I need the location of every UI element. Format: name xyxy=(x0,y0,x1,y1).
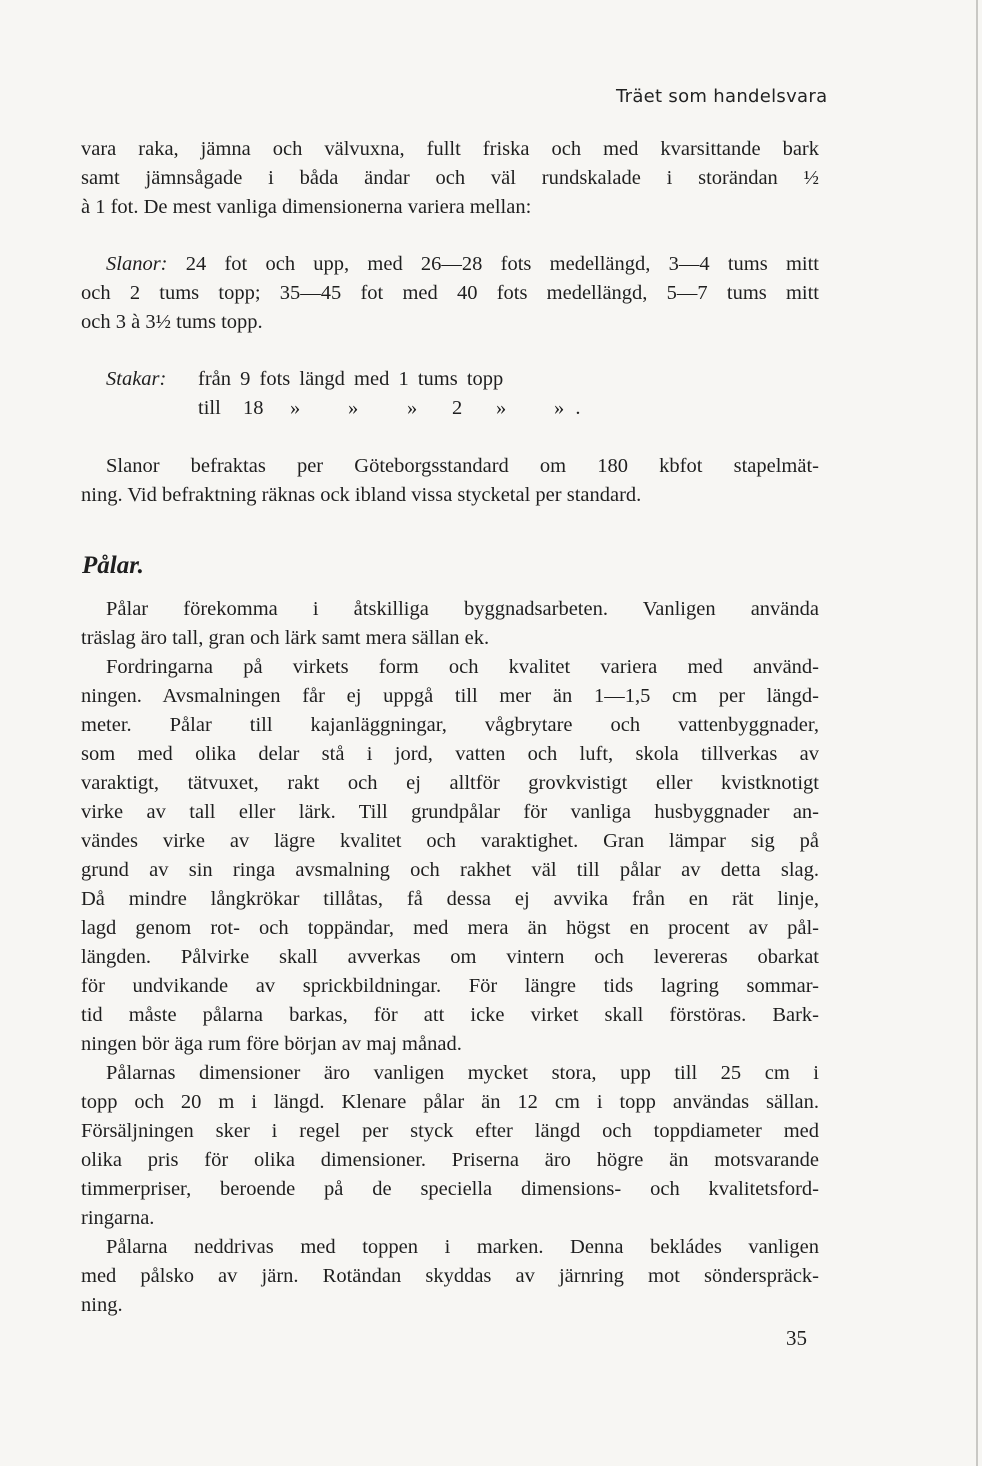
ditto-mark: » . xyxy=(554,397,581,419)
text-line: timmerpriser, beroende på de speciella dimensions- och kvalitetsford- xyxy=(81,1178,819,1200)
text-line: och 2 tums topp; 35—45 fot med 40 fots medellängd, 5—7 tums mitt xyxy=(81,282,819,304)
text-line: meter. Pålar till kajanläggningar, vågbrytare och vattenbyggnader, xyxy=(81,714,819,736)
stakar-cell: 2 xyxy=(452,397,463,419)
text-line: ning. xyxy=(81,1294,123,1316)
text-line: olika pris för olika dimensioner. Priserna äro högre än motsvarande xyxy=(81,1149,819,1171)
text-line: Pålarnas dimensioner äro vanligen mycket stora, upp till 25 cm i xyxy=(106,1062,819,1084)
ditto-mark: » xyxy=(348,397,359,419)
text-line: vändes virke av lägre kvalitet och varaktighet. Gran lämpar sig på xyxy=(81,830,819,852)
slanor-line xyxy=(106,252,819,276)
section-heading: Pålar. xyxy=(82,552,144,579)
text-line: för undvikande av sprickbildningar. För längre tids lagring sommar- xyxy=(81,975,819,997)
text-line: Slanor befraktas per Göteborgsstandard om 180 kbfot stapelmät- xyxy=(106,455,819,477)
stakar-label: Stakar: xyxy=(106,368,167,390)
text-line: topp och 20 m i längd. Klenare pålar än 12 cm i topp användas sällan. xyxy=(81,1091,819,1113)
text-line: längden. Pålvirke skall avverkas om vintern och levereras obarkat xyxy=(81,946,819,968)
text-line: Fordringarna på virkets form och kvalitet variera med använd- xyxy=(106,656,819,678)
text-line: ningen bör äga rum före början av maj månad. xyxy=(81,1033,462,1055)
stakar-cell: 18 xyxy=(243,397,264,419)
text-line: Pålar förekomma i åtskilliga byggnadsarbeten. Vanligen använda xyxy=(106,598,819,620)
ditto-mark: » xyxy=(407,397,418,419)
text-line: som med olika delar stå i jord, vatten och luft, skola tillverkas av xyxy=(81,743,819,765)
text-line: och 3 à 3½ tums topp. xyxy=(81,311,263,333)
slanor-text: 24 fot och upp, med 26—28 fots medellängd, 3—4 tums mitt xyxy=(185,253,819,275)
text-line: Då mindre långkrökar tillåtas, få dessa ej avvika från en rät linje, xyxy=(81,888,819,910)
ditto-mark: » xyxy=(290,397,301,419)
text-line: samt jämnsågade i båda ändar och väl rundskalade i storändan ½ xyxy=(81,167,819,189)
stakar-cell: till xyxy=(198,397,221,419)
text-line: Försäljningen sker i regel per styck efter längd och toppdiameter med xyxy=(81,1120,819,1142)
text-line: ning. Vid befraktning räknas ock ibland vissa stycketal per standard. xyxy=(81,484,642,506)
stakar-row-1: från 9 fots längd med 1 tums topp xyxy=(198,368,504,390)
text-line: ringarna. xyxy=(81,1207,155,1229)
text-line: ningen. Avsmalningen får ej uppgå till mer än 1—1,5 cm per längd- xyxy=(81,685,819,707)
text-line: träslag äro tall, gran och lärk samt mera sällan ek. xyxy=(81,627,490,649)
text-line: lagd genom rot- och toppändar, med mera än högst en procent av pål- xyxy=(81,917,819,939)
slanor-label: Slanor: xyxy=(106,253,168,275)
text-line: grund av sin ringa avsmalning och rakhet väl till pålar av detta slag. xyxy=(81,859,819,881)
text-line: vara raka, jämna och välvuxna, fullt friska och med kvarsittande bark xyxy=(81,138,819,160)
text-line: Pålarna neddrivas med toppen i marken. Denna bekládes vanligen xyxy=(106,1236,819,1258)
running-header: Träet som handelsvara xyxy=(616,86,828,107)
text-line: tid måste pålarna barkas, för att icke virket skall förstöras. Bark- xyxy=(81,1004,819,1026)
page-edge xyxy=(976,0,978,1466)
text-line: med pålsko av järn. Rotändan skyddas av järnring mot sönderspräck- xyxy=(81,1265,819,1287)
text-line: à 1 fot. De mest vanliga dimensionerna variera mellan: xyxy=(81,196,532,218)
text-line: virke av tall eller lärk. Till grundpålar för vanliga husbyggnader an- xyxy=(81,801,819,823)
ditto-mark: » xyxy=(496,397,507,419)
text-line: varaktigt, tätvuxet, rakt och ej alltför grovkvistigt eller kvistknotigt xyxy=(81,772,819,794)
page-number: 35 xyxy=(786,1326,807,1350)
